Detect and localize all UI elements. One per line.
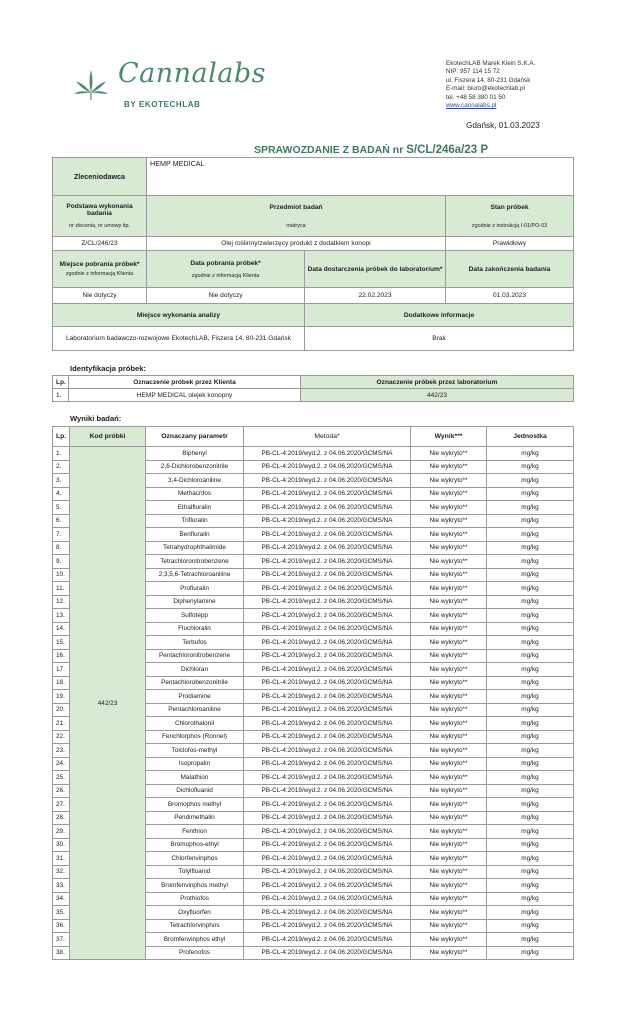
method: PB-CL-4:2019/wyd.2. z 04.06.2020/GCMS/NA [244,906,411,920]
result-value: Nie wykryto** [411,541,487,555]
parameter-name: Bromfenvinphos ethyl [146,933,244,947]
result-value: Nie wykryto** [411,460,487,474]
result-value: Nie wykryto** [411,784,487,798]
method: PB-CL-4:2019/wyd.2. z 04.06.2020/GCMS/NA [244,487,411,501]
result-value: Nie wykryto** [411,582,487,596]
unit: mg/kg [487,514,574,528]
method: PB-CL-4:2019/wyd.2. z 04.06.2020/GCMS/NA [244,528,411,542]
result-value: Nie wykryto** [411,946,487,960]
result-value: Nie wykryto** [411,595,487,609]
results-header-unit: Jednostka [487,427,574,447]
unit: mg/kg [487,528,574,542]
logo-wordmark: Cannalabs [118,58,267,89]
method: PB-CL-4:2019/wyd.2. z 04.06.2020/GCMS/NA [244,865,411,879]
sampling-date-header [147,251,305,288]
unit: mg/kg [487,730,574,744]
method: PB-CL-4:2019/wyd.2. z 04.06.2020/GCMS/NA [244,676,411,690]
result-value: Nie wykryto** [411,798,487,812]
row-lp: 25. [53,771,70,785]
row-lp: 27. [53,798,70,812]
sampling-date-sub: zgodnie z informacją Klienta [191,272,260,279]
unit: mg/kg [487,555,574,569]
parameter-name: Tetrachlorvinphos [146,919,244,933]
state-label: Stan próbek [490,203,529,211]
parameter-name: Bromfenvinphos methyl [146,879,244,893]
row-lp: 9. [53,555,70,569]
report-number: S/CL/246a/23 P [406,144,489,156]
row-lp: 24. [53,757,70,771]
results-header-code: Kod próbki [70,427,146,447]
result-value: Nie wykryto** [411,744,487,758]
parameter-name: Oxyfluorfen [146,906,244,920]
method: PB-CL-4:2019/wyd.2. z 04.06.2020/GCMS/NA [244,582,411,596]
subject-label: Przedmiot badań [269,203,323,211]
row-lp: 17. [53,663,70,677]
parameter-name: Fluchloralin [146,622,244,636]
end-date-label: Data zakończenia badania [446,251,574,288]
unit: mg/kg [487,663,574,677]
result-value: Nie wykryto** [411,555,487,569]
method: PB-CL-4:2019/wyd.2. z 04.06.2020/GCMS/NA [244,690,411,704]
parameter-name: Fenthion [146,825,244,839]
unit: mg/kg [487,676,574,690]
unit: mg/kg [487,582,574,596]
result-value: Nie wykryto** [411,717,487,731]
company-phone: tel. +48 58 380 01 50 [446,93,506,101]
id-header-lab: Oznaczenie próbek przez laboratorium [301,376,574,389]
method: PB-CL-4:2019/wyd.2. z 04.06.2020/GCMS/NA [244,757,411,771]
method: PB-CL-4:2019/wyd.2. z 04.06.2020/GCMS/NA [244,730,411,744]
unit: mg/kg [487,649,574,663]
method: PB-CL-4:2019/wyd.2. z 04.06.2020/GCMS/NA [244,892,411,906]
sampling-place-header [53,251,147,288]
method: PB-CL-4:2019/wyd.2. z 04.06.2020/GCMS/NA [244,703,411,717]
row-lp: 16. [53,649,70,663]
parameter-name: Isopropalin [146,757,244,771]
row-lp: 3. [53,474,70,488]
method: PB-CL-4:2019/wyd.2. z 04.06.2020/GCMS/NA [244,784,411,798]
unit: mg/kg [487,568,574,582]
method: PB-CL-4:2019/wyd.2. z 04.06.2020/GCMS/NA [244,622,411,636]
row-lp: 2. [53,460,70,474]
result-value: Nie wykryto** [411,838,487,852]
result-value: Nie wykryto** [411,663,487,677]
unit: mg/kg [487,474,574,488]
row-lp: 35. [53,906,70,920]
unit: mg/kg [487,811,574,825]
result-value: Nie wykryto** [411,568,487,582]
result-value: Nie wykryto** [411,811,487,825]
results-header-result: Wynik*** [411,427,487,447]
parameter-name: Prothiofos [146,892,244,906]
row-lp: 19. [53,690,70,704]
row-lp: 4. [53,487,70,501]
parameter-name: Pentachloroaniline [146,703,244,717]
result-value: Nie wykryto** [411,528,487,542]
result-value: Nie wykryto** [411,487,487,501]
parameter-name: 2,3,5,6-Tetrachloroaniline [146,568,244,582]
company-address: ul. Fiszera 14, 80-231 Gdańsk [446,76,531,84]
method: PB-CL-4:2019/wyd.2. z 04.06.2020/GCMS/NA [244,501,411,515]
parameter-name: Sulfotepp [146,609,244,623]
row-lp: 14. [53,622,70,636]
basis-header [53,196,147,237]
parameter-name: Malathion [146,771,244,785]
unit: mg/kg [487,879,574,893]
unit: mg/kg [487,460,574,474]
unit: mg/kg [487,501,574,515]
parameter-name: Dichloran [146,663,244,677]
subject-sub: matryca [286,222,306,229]
row-lp: 6. [53,514,70,528]
row-lp: 10. [53,568,70,582]
place-date: Gdańsk, 01.03.2023 [466,121,540,130]
result-value: Nie wykryto** [411,906,487,920]
sampling-place-label: Miejsce pobrania próbek* [59,261,140,268]
result-value: Nie wykryto** [411,865,487,879]
row-lp: 18. [53,676,70,690]
unit: mg/kg [487,852,574,866]
method: PB-CL-4:2019/wyd.2. z 04.06.2020/GCMS/NA [244,811,411,825]
parameter-name: Chlorfenvinphos [146,852,244,866]
parameter-name: Diphenylamine [146,595,244,609]
unit: mg/kg [487,622,574,636]
info-table [52,157,574,351]
unit: mg/kg [487,541,574,555]
results-title: Wyniki badań: [70,414,122,423]
table-row [53,447,574,461]
row-lp: 37. [53,933,70,947]
method: PB-CL-4:2019/wyd.2. z 04.06.2020/GCMS/NA [244,798,411,812]
method: PB-CL-4:2019/wyd.2. z 04.06.2020/GCMS/NA [244,514,411,528]
row-lp: 31. [53,852,70,866]
row-lp: 12. [53,595,70,609]
state-value: Prawidłowy [446,237,574,251]
row-lp: 38. [53,946,70,960]
parameter-name: Tetrahydrophthalimide [146,541,244,555]
result-value: Nie wykryto** [411,636,487,650]
method: PB-CL-4:2019/wyd.2. z 04.06.2020/GCMS/NA [244,933,411,947]
row-lp: 32. [53,865,70,879]
subject-header [147,196,446,237]
delivery-date-label: Data dostarczenia próbek do laboratorium* [305,251,446,288]
parameter-name: Pentachloronitrobenzene [146,649,244,663]
row-lp: 5. [53,501,70,515]
state-header [446,196,574,237]
parameter-name: Dichlofluanid [146,784,244,798]
method: PB-CL-4:2019/wyd.2. z 04.06.2020/GCMS/NA [244,447,411,461]
unit: mg/kg [487,690,574,704]
unit: mg/kg [487,757,574,771]
row-lp: 7. [53,528,70,542]
row-lp: 20. [53,703,70,717]
result-value: Nie wykryto** [411,771,487,785]
result-value: Nie wykryto** [411,447,487,461]
method: PB-CL-4:2019/wyd.2. z 04.06.2020/GCMS/NA [244,568,411,582]
identification-table [52,375,574,402]
sampling-place-sub: zgodnie z informacją Klienta [65,271,134,277]
table-row [53,389,574,402]
result-value: Nie wykryto** [411,757,487,771]
parameter-name: Chlorothalonil [146,717,244,731]
parameter-name: Fenchlorphos (Ronnel) [146,730,244,744]
method: PB-CL-4:2019/wyd.2. z 04.06.2020/GCMS/NA [244,852,411,866]
result-value: Nie wykryto** [411,622,487,636]
analysis-place-value: Laboratorium badawczo-rozwojowe EkotechLAB, Fiszera 14, 80-231 Gdańsk [53,327,305,351]
result-value: Nie wykryto** [411,474,487,488]
parameter-name: Benfluralin [146,528,244,542]
parameter-name: Profluralin [146,582,244,596]
result-value: Nie wykryto** [411,852,487,866]
result-value: Nie wykryto** [411,730,487,744]
row-lp: 26. [53,784,70,798]
method: PB-CL-4:2019/wyd.2. z 04.06.2020/GCMS/NA [244,609,411,623]
sampling-place-value: Nie dotyczy [53,288,147,304]
parameter-name: Methacrifos [146,487,244,501]
parameter-name: Tetrachloronitrobenzene [146,555,244,569]
method: PB-CL-4:2019/wyd.2. z 04.06.2020/GCMS/NA [244,771,411,785]
company-nip: NIP: 957 114 15 72 [446,68,500,76]
company-info [446,60,535,110]
row-lp: 21. [53,717,70,731]
results-header-method: Metoda* [244,427,411,447]
row-lp: 30. [53,838,70,852]
id-lp: 1. [53,389,69,402]
company-email: E-mail: biuro@ekotechlab.pl [446,85,525,93]
id-lab-mark: 442/23 [301,389,574,402]
subject-value: Olej roślinny/zwierzęcy produkt z dodatkiem konopi [147,237,446,251]
row-lp: 29. [53,825,70,839]
result-value: Nie wykryto** [411,649,487,663]
unit: mg/kg [487,892,574,906]
parameter-name: Terbufos [146,636,244,650]
result-value: Nie wykryto** [411,703,487,717]
additional-info-value: Brak [305,327,574,351]
unit: mg/kg [487,838,574,852]
row-lp: 28. [53,811,70,825]
unit: mg/kg [487,609,574,623]
unit: mg/kg [487,946,574,960]
id-header-client: Oznaczenie próbek przez Klienta [69,376,301,389]
row-lp: 8. [53,541,70,555]
method: PB-CL-4:2019/wyd.2. z 04.06.2020/GCMS/NA [244,555,411,569]
unit: mg/kg [487,906,574,920]
method: PB-CL-4:2019/wyd.2. z 04.06.2020/GCMS/NA [244,636,411,650]
method: PB-CL-4:2019/wyd.2. z 04.06.2020/GCMS/NA [244,744,411,758]
basis-sub: nr zlecenia, nr umowy itp. [68,223,131,229]
unit: mg/kg [487,919,574,933]
parameter-name: Bromophos methyl [146,798,244,812]
unit: mg/kg [487,798,574,812]
result-value: Nie wykryto** [411,501,487,515]
unit: mg/kg [487,717,574,731]
parameter-name: 3,4-Dichloroaniline [146,474,244,488]
result-value: Nie wykryto** [411,609,487,623]
method: PB-CL-4:2019/wyd.2. z 04.06.2020/GCMS/NA [244,717,411,731]
parameter-name: Profenofos [146,946,244,960]
results-table [52,426,574,960]
sample-code: 442/23 [70,447,146,960]
row-lp: 22. [53,730,70,744]
parameter-name: Pentachlorobenzonitrile [146,676,244,690]
unit: mg/kg [487,487,574,501]
row-lp: 1. [53,447,70,461]
sampling-date-label: Data pobrania próbek* [190,259,261,267]
method: PB-CL-4:2019/wyd.2. z 04.06.2020/GCMS/NA [244,595,411,609]
result-value: Nie wykryto** [411,690,487,704]
report-title [0,144,622,156]
row-lp: 34. [53,892,70,906]
unit: mg/kg [487,825,574,839]
client-label: Zleceniodawca [53,158,147,196]
unit: mg/kg [487,703,574,717]
unit: mg/kg [487,744,574,758]
method: PB-CL-4:2019/wyd.2. z 04.06.2020/GCMS/NA [244,474,411,488]
method: PB-CL-4:2019/wyd.2. z 04.06.2020/GCMS/NA [244,919,411,933]
unit: mg/kg [487,933,574,947]
parameter-name: Biphenyl [146,447,244,461]
row-lp: 15. [53,636,70,650]
logo-subtitle: BY EKOTECHLAB [124,100,201,109]
unit: mg/kg [487,595,574,609]
cannabis-leaf-icon [72,68,110,102]
result-value: Nie wykryto** [411,676,487,690]
parameter-name: Tolclofos-methyl [146,744,244,758]
id-client-mark: HEMP MEDICAL olejek konopny [69,389,301,402]
parameter-name: Prodiamine [146,690,244,704]
result-value: Nie wykryto** [411,892,487,906]
report-title-prefix: SPRAWOZDANIE Z BADAŃ nr [253,144,407,156]
client-value: HEMP MEDICAL [147,158,574,196]
analysis-place-label: Miejsce wykonania analizy [53,304,305,327]
row-lp: 11. [53,582,70,596]
method: PB-CL-4:2019/wyd.2. z 04.06.2020/GCMS/NA [244,825,411,839]
sampling-date-value: Nie dotyczy [147,288,305,304]
delivery-date-value: 22.02.2023 [305,288,446,304]
method: PB-CL-4:2019/wyd.2. z 04.06.2020/GCMS/NA [244,946,411,960]
unit: mg/kg [487,636,574,650]
parameter-name: Ethalfluralin [146,501,244,515]
result-value: Nie wykryto** [411,919,487,933]
parameter-name: Pendimethalin [146,811,244,825]
parameter-name: Tolylfluanid [146,865,244,879]
parameter-name: Trifluralin [146,514,244,528]
row-lp: 36. [53,919,70,933]
basis-label: Podstawa wykonania badania [66,203,133,217]
row-lp: 23. [53,744,70,758]
identification-title: Identyfikacja próbek: [70,364,146,373]
unit: mg/kg [487,865,574,879]
state-sub: zgodnie z instrukcją I-01/PO-03 [471,222,548,229]
method: PB-CL-4:2019/wyd.2. z 04.06.2020/GCMS/NA [244,663,411,677]
company-website-link[interactable]: www.cannalabs.pl [446,102,497,110]
result-value: Nie wykryto** [411,879,487,893]
additional-info-label: Dodatkowe informacje [305,304,574,327]
method: PB-CL-4:2019/wyd.2. z 04.06.2020/GCMS/NA [244,838,411,852]
result-value: Nie wykryto** [411,933,487,947]
company-name: EkotechLAB Marek Klein S.K.A. [446,60,536,67]
row-lp: 13. [53,609,70,623]
unit: mg/kg [487,771,574,785]
results-header-parameter: Oznaczany parametr [146,427,244,447]
row-lp: 33. [53,879,70,893]
result-value: Nie wykryto** [411,825,487,839]
result-value: Nie wykryto** [411,514,487,528]
method: PB-CL-4:2019/wyd.2. z 04.06.2020/GCMS/NA [244,649,411,663]
unit: mg/kg [487,784,574,798]
unit: mg/kg [487,447,574,461]
method: PB-CL-4:2019/wyd.2. z 04.06.2020/GCMS/NA [244,541,411,555]
parameter-name: Bromophos-ethyl [146,838,244,852]
end-date-value: 01.03.2023 [446,288,574,304]
results-header-lp: Lp. [53,427,70,447]
method: PB-CL-4:2019/wyd.2. z 04.06.2020/GCMS/NA [244,460,411,474]
parameter-name: 2,6-Dichlorobenzonitrile [146,460,244,474]
method: PB-CL-4:2019/wyd.2. z 04.06.2020/GCMS/NA [244,879,411,893]
id-header-lp: Lp. [53,376,69,389]
basis-value: Z/CL/246/23 [53,237,147,251]
